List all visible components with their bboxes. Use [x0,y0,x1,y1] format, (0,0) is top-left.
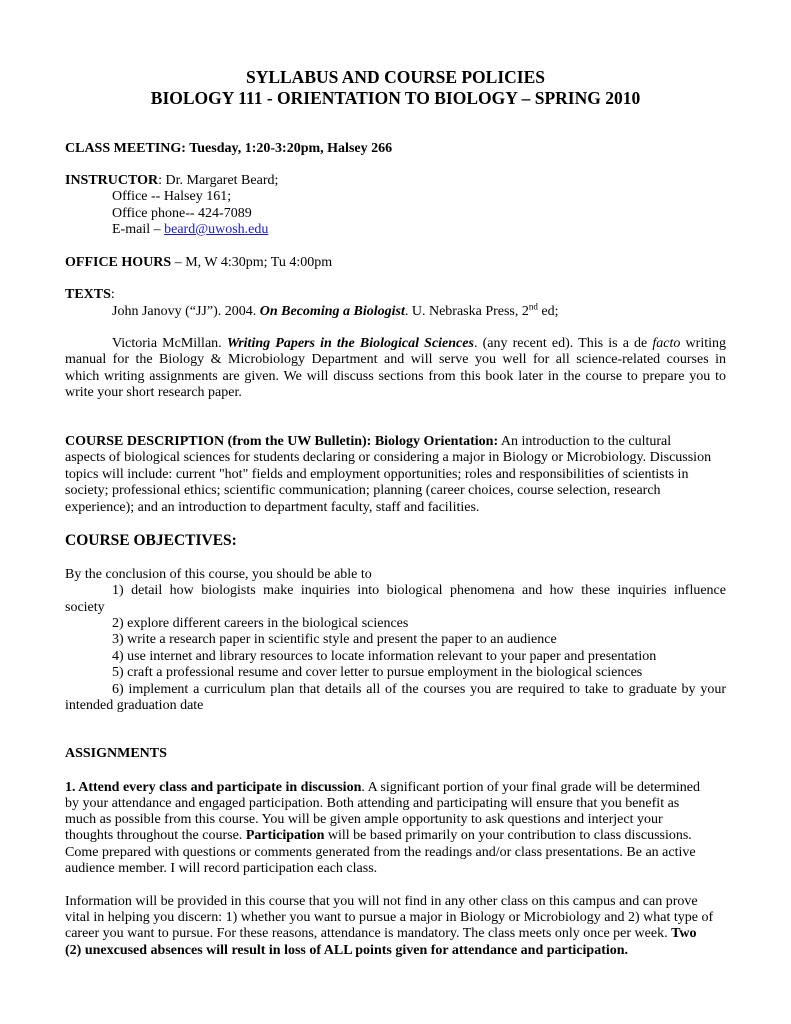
instructor-office: Office -- Halsey 161; [112,189,232,204]
objectives-heading-text: COURSE OBJECTIVES: [65,532,237,549]
objective-5: 5) craft a professional resume and cover letter to pursue employment in the biological sciences [112,665,643,680]
class-meeting: CLASS MEETING: Tuesday, 1:20-3:20pm, Halsey 266 [65,141,393,156]
instructor-name: : Dr. Margaret Beard; [158,173,279,188]
textbook-2-line3: which writing assignments are given. We will discuss sections from this book later in the course to prepare you to [65,369,726,384]
book1-sup: nd [528,301,538,312]
instructor-phone: Office phone-- 424-7089 [112,206,252,221]
assignment-2-line2: vital in helping you discern: 1) whether you want to pursue a major in Biology or Microbiology and 2) what type of [65,910,714,925]
textbook-1 [112,301,559,321]
page-title: SYLLABUS AND COURSE POLICIES [245,67,546,87]
textbook-2-line4: write your short research paper. [65,385,242,400]
assignment-2-line1: Information will be provided in this course that you will not find in any other class on this campus and can prove [65,894,698,909]
attendance-text: career you want to pursue. For these reasons, attendance is mandatory. The class meets only once per week. [65,926,672,941]
book1-author: John Janovy (“JJ”). 2004. [112,304,260,319]
book2-end: writing [680,336,726,351]
office-hours-label: OFFICE HOURS [65,255,172,270]
assignment-1-line1 [65,780,700,797]
objectives-intro: By the conclusion of this course, you should be able to [65,567,372,582]
assignment-1-text: . A significant portion of your final grade will be determined [361,780,700,795]
book2-author: Victoria McMillan. [112,336,227,351]
assignment-1-pre: thoughts throughout the course. [65,828,246,843]
texts-label: TEXTS [65,287,111,302]
objective-2: 2) explore different careers in the biological sciences [112,616,409,631]
objectives-heading [65,533,237,550]
description-text: An introduction to the cultural [498,434,672,449]
email-label: E-mail – [112,222,165,237]
objective-6-cont: intended graduation date [65,698,204,713]
office-hours [65,255,332,272]
assignment-1-line6: audience member. I will record participation each class. [65,861,378,876]
book2-facto: facto [652,336,681,351]
assignment-1-line4 [65,828,692,845]
assignment-1-title: 1. Attend every class and participate in discussion [65,780,362,795]
instructor-email-line [112,222,268,239]
textbook-2-line1 [112,336,726,353]
texts-colon: : [110,287,115,302]
assignment-1-line2: by your attendance and engaged participation. Both attending and participating will ensure that you benefit as [65,796,680,811]
assignments-heading: ASSIGNMENTS [65,746,167,761]
assignment-1-line5: Come prepared with questions or comments generated from the readings and/or class presentations. Be an active [65,845,696,860]
description-line2: aspects of biological sciences for students declaring or considering a major in Biology or Microbiology. Discussion [65,450,712,465]
objective-1-cont: society [65,600,105,615]
assignment-1-line3: much as possible from this course. You will be given ample opportunity to ask questions and interject your [65,812,663,827]
book2-title: Writing Papers in the Biological Sciences [226,336,474,351]
participation-term: Participation [245,828,325,843]
office-hours-text: – M, W 4:30pm; Tu 4:00pm [171,255,333,270]
objective-6: 6) implement a curriculum plan that details all of the courses you are required to take to graduate by your [112,682,726,697]
description-label: COURSE DESCRIPTION (from the UW Bulletin): Biology Orientation: [65,434,499,449]
book2-rest: . (any recent ed). This is a de [473,336,653,351]
instructor-label: INSTRUCTOR [65,173,159,188]
book1-title: On Becoming a Biologist [259,304,405,319]
objective-3: 3) write a research paper in scientific style and present the paper to an audience [112,632,557,647]
description-line5: experience); and an introduction to department faculty, staff and facilities. [65,500,480,515]
book1-end: ed; [537,304,559,319]
absence-policy-start: Two [671,926,697,941]
absence-policy: (2) unexcused absences will result in loss of ALL points given for attendance and participation. [65,943,629,958]
objective-4: 4) use internet and library resources to locate information relevant to your paper and presentation [112,649,657,664]
book1-publisher: . U. Nebraska Press, 2 [404,304,529,319]
description-line4: society; professional ethics; scientific communication; planning (career choices, course selection, research [65,483,661,498]
assignment-1-rest: will be based primarily on your contribution to class discussions. [324,828,692,843]
email-link[interactable]: beard@uwosh.edu [164,222,269,237]
objective-1: 1) detail how biologists make inquiries into biological phenomena and how these inquiries influence [112,583,726,598]
textbook-2-line2: manual for the Biology & Microbiology Department and will serve you well for all science-related courses in [65,352,726,367]
instructor-line [65,173,278,190]
description-line1 [65,434,671,451]
texts-heading [65,287,115,304]
description-line3: topics will include: current "hot" fields and employment opportunities; roles and responsibilities of scientists in [65,467,689,482]
page-subtitle: BIOLOGY 111 - ORIENTATION TO BIOLOGY – SPRING 2010 [150,88,641,108]
assignment-2-line3 [65,926,697,943]
